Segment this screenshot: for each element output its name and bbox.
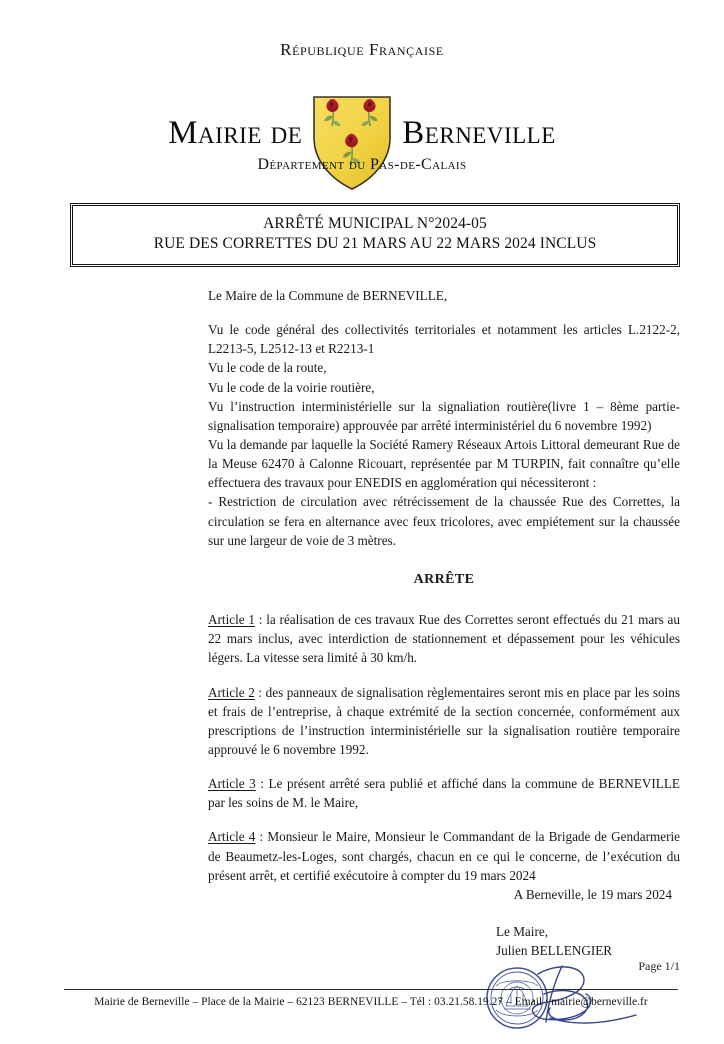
vu-clause-1: Vu le code général des collectivités territoriales et notamment les articles L.2122-2, L2213-5, L2512-13 et R2213-1: [208, 322, 680, 357]
footer-contact-line: Mairie de Berneville – Place de la Mairie – 62123 BERNEVILLE – Tél : 03.21.58.19.27 – Email : mairie@berneville.fr: [94, 996, 648, 1008]
article-2-text: des panneaux de signalisation règlementaires seront mis en place par les soins et frais de l’entreprise, à chaque extrémité de la section concernée, conformément aux prescriptions de l’instruction interministérielle sur la signalisation routière temporaire approuvé le 6 novembre 1992.: [208, 684, 680, 757]
article-1-separator: :: [255, 612, 267, 628]
letterhead: [0, 0, 724, 192]
commune-name-text: Berneville: [402, 114, 556, 151]
footer-divider: [64, 989, 678, 990]
article-1-text: la réalisation de ces travaux Rue des Correttes seront effectués du 21 mars au 22 mars inclus, avec interdiction de stationnement et dépassement pour les véhicules légers. La vitesse sera limité à 30 km/h.: [208, 612, 680, 666]
arrete-title-line-2: RUE DES CORRETTES DU 21 MARS AU 22 MARS 2024 INCLUS: [153, 235, 597, 253]
article-2: [208, 683, 680, 760]
works-description-bullet: - Restriction de circulation avec rétrécissement de la chaussée Rue des Correttes, la circulation se fera en alternance avec feux tricolores, avec empiétement sur la chaussée sur une largeur de voie de 3 mètres.: [208, 494, 680, 548]
article-2-label: Article 2: [208, 684, 255, 700]
republique-francaise-heading: République Française: [280, 40, 444, 59]
article-4-text: Monsieur le Maire, Monsieur le Commandant de la Brigade de Gendarmerie de Beaumetz-les-Loges, sont chargés, chacun en ce qui le concerne, de l’exécution du présent arrêt, et certifié exécutoire à compter du 19 mars 2024: [208, 829, 680, 883]
departement-heading: Département du Pas-de-Calais: [257, 156, 467, 173]
signature-name: Julien BELLENGIER: [496, 943, 613, 959]
article-1: [208, 610, 680, 667]
article-3: [208, 774, 680, 812]
document-body: [208, 286, 680, 1044]
coat-of-arms-icon: [306, 94, 398, 192]
vu-clause-5: Vu la demande par laquelle la Société Ramery Réseaux Artois Littoral demeurant Rue de la Meuse 62470 à Calonne Ricouart, représentée par M TURPIN, fait connaître qu’elle effectuera des travaux pour ENEDIS en agglomération qui nécessiteront :: [208, 436, 680, 491]
article-4-separator: :: [255, 829, 268, 845]
vu-clause-2: Vu le code de la route,: [208, 360, 327, 376]
vu-clause-4: Vu l’instruction interministérielle sur la signaliation routière(livre 1 – 8ème partie-signalisation temporaire) approuvée par arrêté interministériel du 6 novembre 1992): [208, 398, 680, 433]
arrete-title-line-1: ARRÊTÉ MUNICIPAL N°2024-05: [263, 215, 487, 232]
article-3-text: Le présent arrêté sera publié et affiché dans la commune de BERNEVILLE par les soins de M. le Maire,: [208, 776, 680, 811]
article-4-label: Article 4: [208, 829, 256, 845]
article-2-separator: :: [254, 684, 266, 700]
page-number: Page 1/1: [638, 959, 680, 973]
arrete-decision-heading: ARRÊTE: [413, 571, 475, 587]
article-3-label: Article 3: [208, 776, 256, 792]
signature-block: [208, 922, 680, 960]
opening-line: Le Maire de la Commune de BERNEVILLE,: [208, 288, 448, 303]
arrete-title-box: [72, 205, 678, 265]
page-footer: [64, 989, 678, 1008]
article-3-separator: :: [255, 776, 269, 792]
signature-role: Le Maire,: [496, 923, 548, 939]
vu-clause-3: Vu le code de la voirie routière,: [208, 379, 375, 395]
article-1-label: Article 1: [208, 612, 255, 628]
place-and-date: A Berneville, le 19 mars 2024: [513, 886, 672, 902]
mairie-prefix-text: Mairie de: [168, 114, 303, 151]
article-4: [208, 827, 680, 884]
